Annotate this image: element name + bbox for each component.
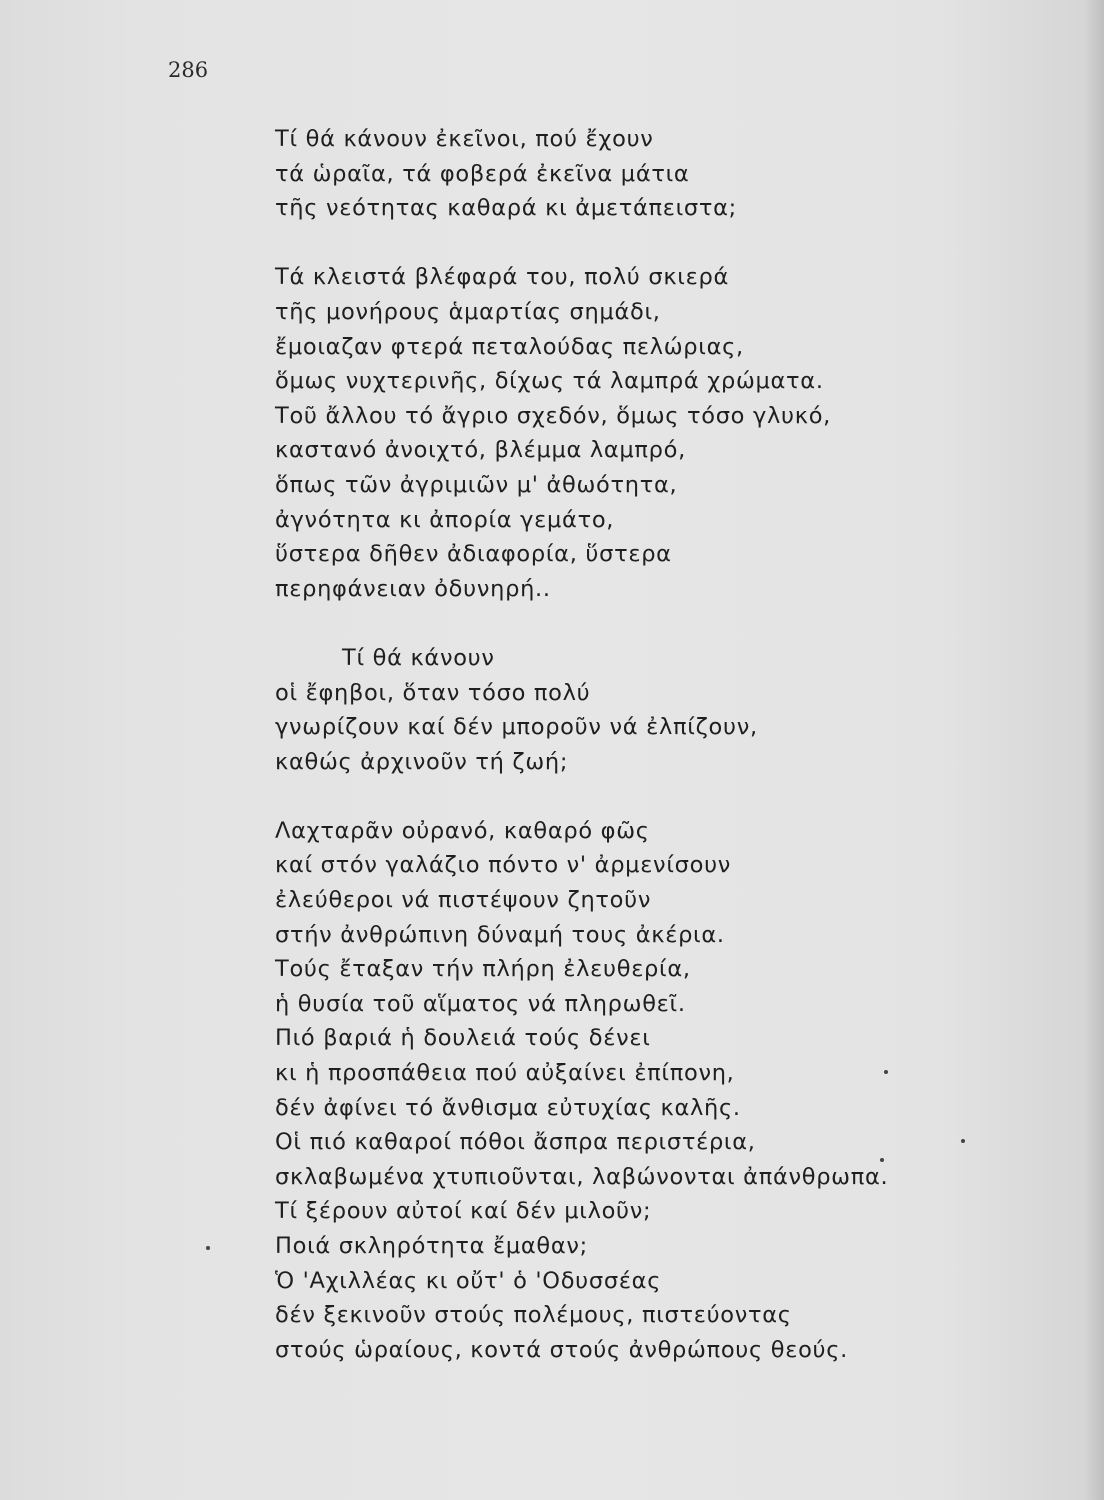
poem-line: καθώς ἀρχινοῦν τή ζωή;	[275, 748, 569, 775]
poem-line: στούς ὡραίους, κοντά στούς ἀνθρώπους θεούς.	[275, 1336, 849, 1363]
poem-line: Ποιά σκληρότητα ἔμαθαν;	[275, 1233, 588, 1259]
poem-line: ἀγνότητα κι ἀπορία γεμάτο,	[275, 506, 615, 533]
poem-line: ἐλεύθεροι νά πιστέψουν ζητοῦν	[275, 887, 652, 914]
poem-line: καστανό ἀνοιχτό, βλέμμα λαμπρό,	[275, 437, 686, 464]
poem-line: Πιό βαριά ἡ δουλειά τούς δένει	[275, 1025, 651, 1052]
poem-line: δέν ξεκινοῦν στούς πολέμους, πιστεύοντας	[275, 1302, 792, 1329]
stanza	[275, 814, 975, 1368]
poem-line: Λαχταρᾶν οὐρανό, καθαρό φῶς	[275, 817, 650, 844]
print-speck	[961, 1139, 965, 1143]
poem-line: Οἱ πιό καθαροί πόθοι ἄσπρα περιστέρια,	[275, 1129, 756, 1156]
poem-line: Τοῦ ἄλλου τό ἄγριο σχεδόν, ὅμως τόσο γλυκό,	[275, 402, 832, 429]
print-speck	[206, 1246, 210, 1250]
poem-line: ὅμως νυχτερινῆς, δίχως τά λαμπρά χρώματα.	[275, 368, 824, 395]
poem-line: γνωρίζουν καί δέν μποροῦν νά ἐλπίζουν,	[275, 714, 758, 741]
poem	[275, 122, 975, 1367]
poem-line: τῆς μονήρους ἁμαρτίας σημάδι,	[275, 298, 661, 325]
poem-line: καί στόν γαλάζιο πόντο ν' ἀρμενίσουν	[275, 852, 732, 879]
poem-line: τῆς νεότητας καθαρά κι ἀμετάπειστα;	[275, 195, 737, 222]
poem-line: ἡ θυσία τοῦ αἵματος νά πληρωθεῖ.	[275, 990, 686, 1017]
print-speck	[884, 1070, 888, 1074]
print-speck	[880, 1158, 884, 1162]
poem-line: ἔμοιαζαν φτερά πεταλούδας πελώριας,	[275, 333, 744, 360]
poem-line: Τί ξέρουν αὐτοί καί δέν μιλοῦν;	[275, 1198, 652, 1225]
poem-line: δέν ἀφίνει τό ἄνθισμα εὐτυχίας καλῆς.	[275, 1094, 741, 1121]
page-number: 286	[168, 58, 209, 82]
poem-line: τά ὡραῖα, τά φοβερά ἐκεῖνα μάτια	[275, 160, 690, 187]
poem-line: Τά κλειστά βλέφαρά του, πολύ σκιερά	[275, 264, 729, 291]
stanza	[275, 260, 975, 606]
stanza	[275, 122, 975, 226]
poem-line: οἱ ἔφηβοι, ὅταν τόσο πολύ	[275, 679, 591, 706]
poem-line: ὅπως τῶν ἀγριμιῶν μ' ἀθωότητα,	[275, 471, 678, 498]
poem-line: Τούς ἔταξαν τήν πλήρη ἐλευθερία,	[275, 956, 691, 983]
page-edge-shadow	[1084, 0, 1104, 1500]
poem-line: σκλαβωμένα χτυπιοῦνται, λαβώνονται ἀπάνθρωπα.	[275, 1163, 889, 1190]
poem-line: κι ἡ προσπάθεια πού αὐξαίνει ἐπίπονη,	[275, 1060, 735, 1087]
poem-line: Ὁ 'Αχιλλέας κι οὔτ' ὁ 'Οδυσσέας	[275, 1267, 662, 1294]
poem-line: περηφάνειαν ὀδυνηρή..	[275, 575, 551, 602]
poem-line: Τί θά κάνουν	[342, 644, 495, 671]
poem-line: ὕστερα δῆθεν ἀδιαφορία, ὕστερα	[275, 541, 672, 568]
poem-line: στήν ἀνθρώπινη δύναμή τους ἀκέρια.	[275, 921, 725, 948]
stanza	[275, 641, 975, 779]
poem-line: Τί θά κάνουν ἐκεῖνοι, πού ἔχουν	[275, 126, 654, 152]
